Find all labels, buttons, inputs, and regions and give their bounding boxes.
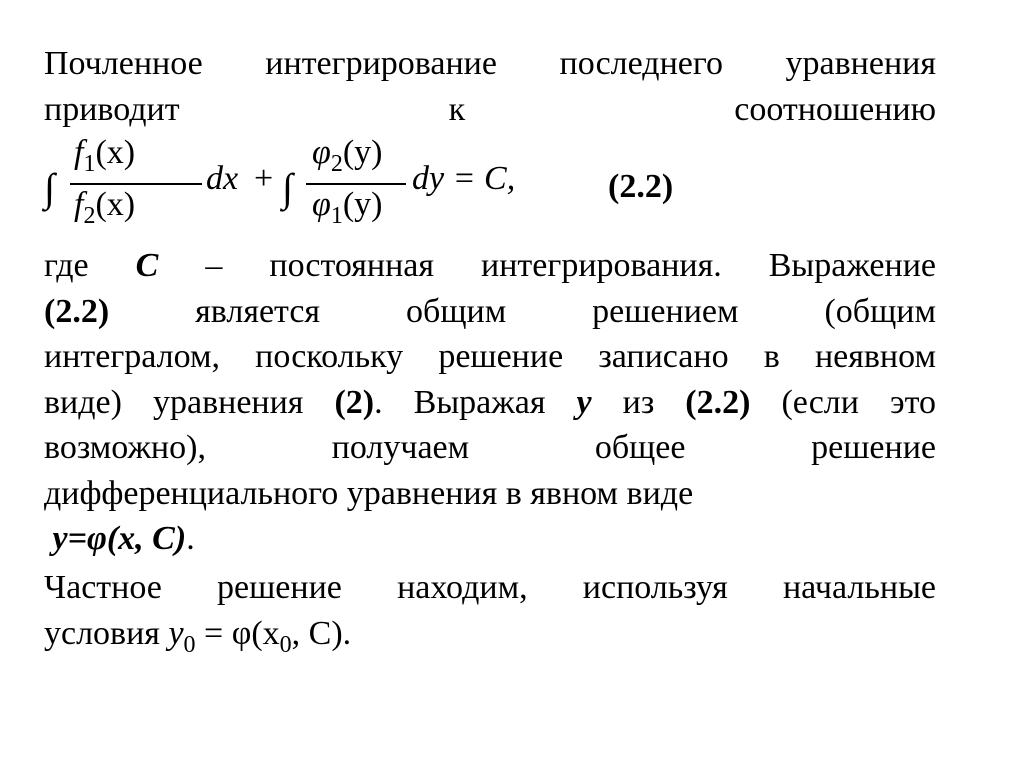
text-line: виде) уравнения (2). Выражая y из (2.2) (если это <box>44 383 936 421</box>
plus-sign: + <box>254 160 274 197</box>
text-line: дифференциального уравнения в явном виде <box>44 474 694 512</box>
text-line: условия $y_0 = \varphi(x_0$, C). <box>44 614 352 658</box>
text-line: (2.2) является общим решением (общим <box>44 292 936 330</box>
integral-sign: ∫ <box>282 165 293 210</box>
text-line: приводит к соотношению <box>44 90 936 128</box>
text-line: y=φ(x, C). <box>52 520 195 557</box>
text-line: Частное решение находим, используя начальные <box>44 569 936 606</box>
explicit-solution-formula: y=φ(x, C) <box>52 520 187 557</box>
text-line: интегралом, поскольку решение записано в неявном <box>44 338 936 375</box>
initial-condition-formula: $y_0 = \varphi(x_0$, C). <box>168 614 352 658</box>
text-line: где C – постоянная интегрирования. Выражение <box>44 247 936 284</box>
text-line: Почленное интегрирование последнего уравнения <box>44 45 936 82</box>
integral-sign: ∫ <box>44 165 55 210</box>
fraction1-denominator: $f_2(x)$ <box>74 186 136 229</box>
fraction1-bar <box>70 183 202 185</box>
paragraph-explanation <box>44 243 936 562</box>
dy-equals-c: dy = C, <box>412 160 516 197</box>
fraction2-denominator: $\varphi_1(y)$ <box>312 186 383 229</box>
paragraph-intro <box>44 41 936 132</box>
dx: dx <box>206 160 239 197</box>
paragraph-particular-solution <box>44 565 936 656</box>
text-line: возможно), получаем общее решение <box>44 429 936 466</box>
fraction2-numerator: $\varphi_2(y)$ <box>312 134 383 177</box>
equation-number: (2.2) <box>608 168 674 205</box>
fraction1-numerator: $f_1(x)$ <box>74 134 136 177</box>
fraction2-bar <box>306 183 406 185</box>
